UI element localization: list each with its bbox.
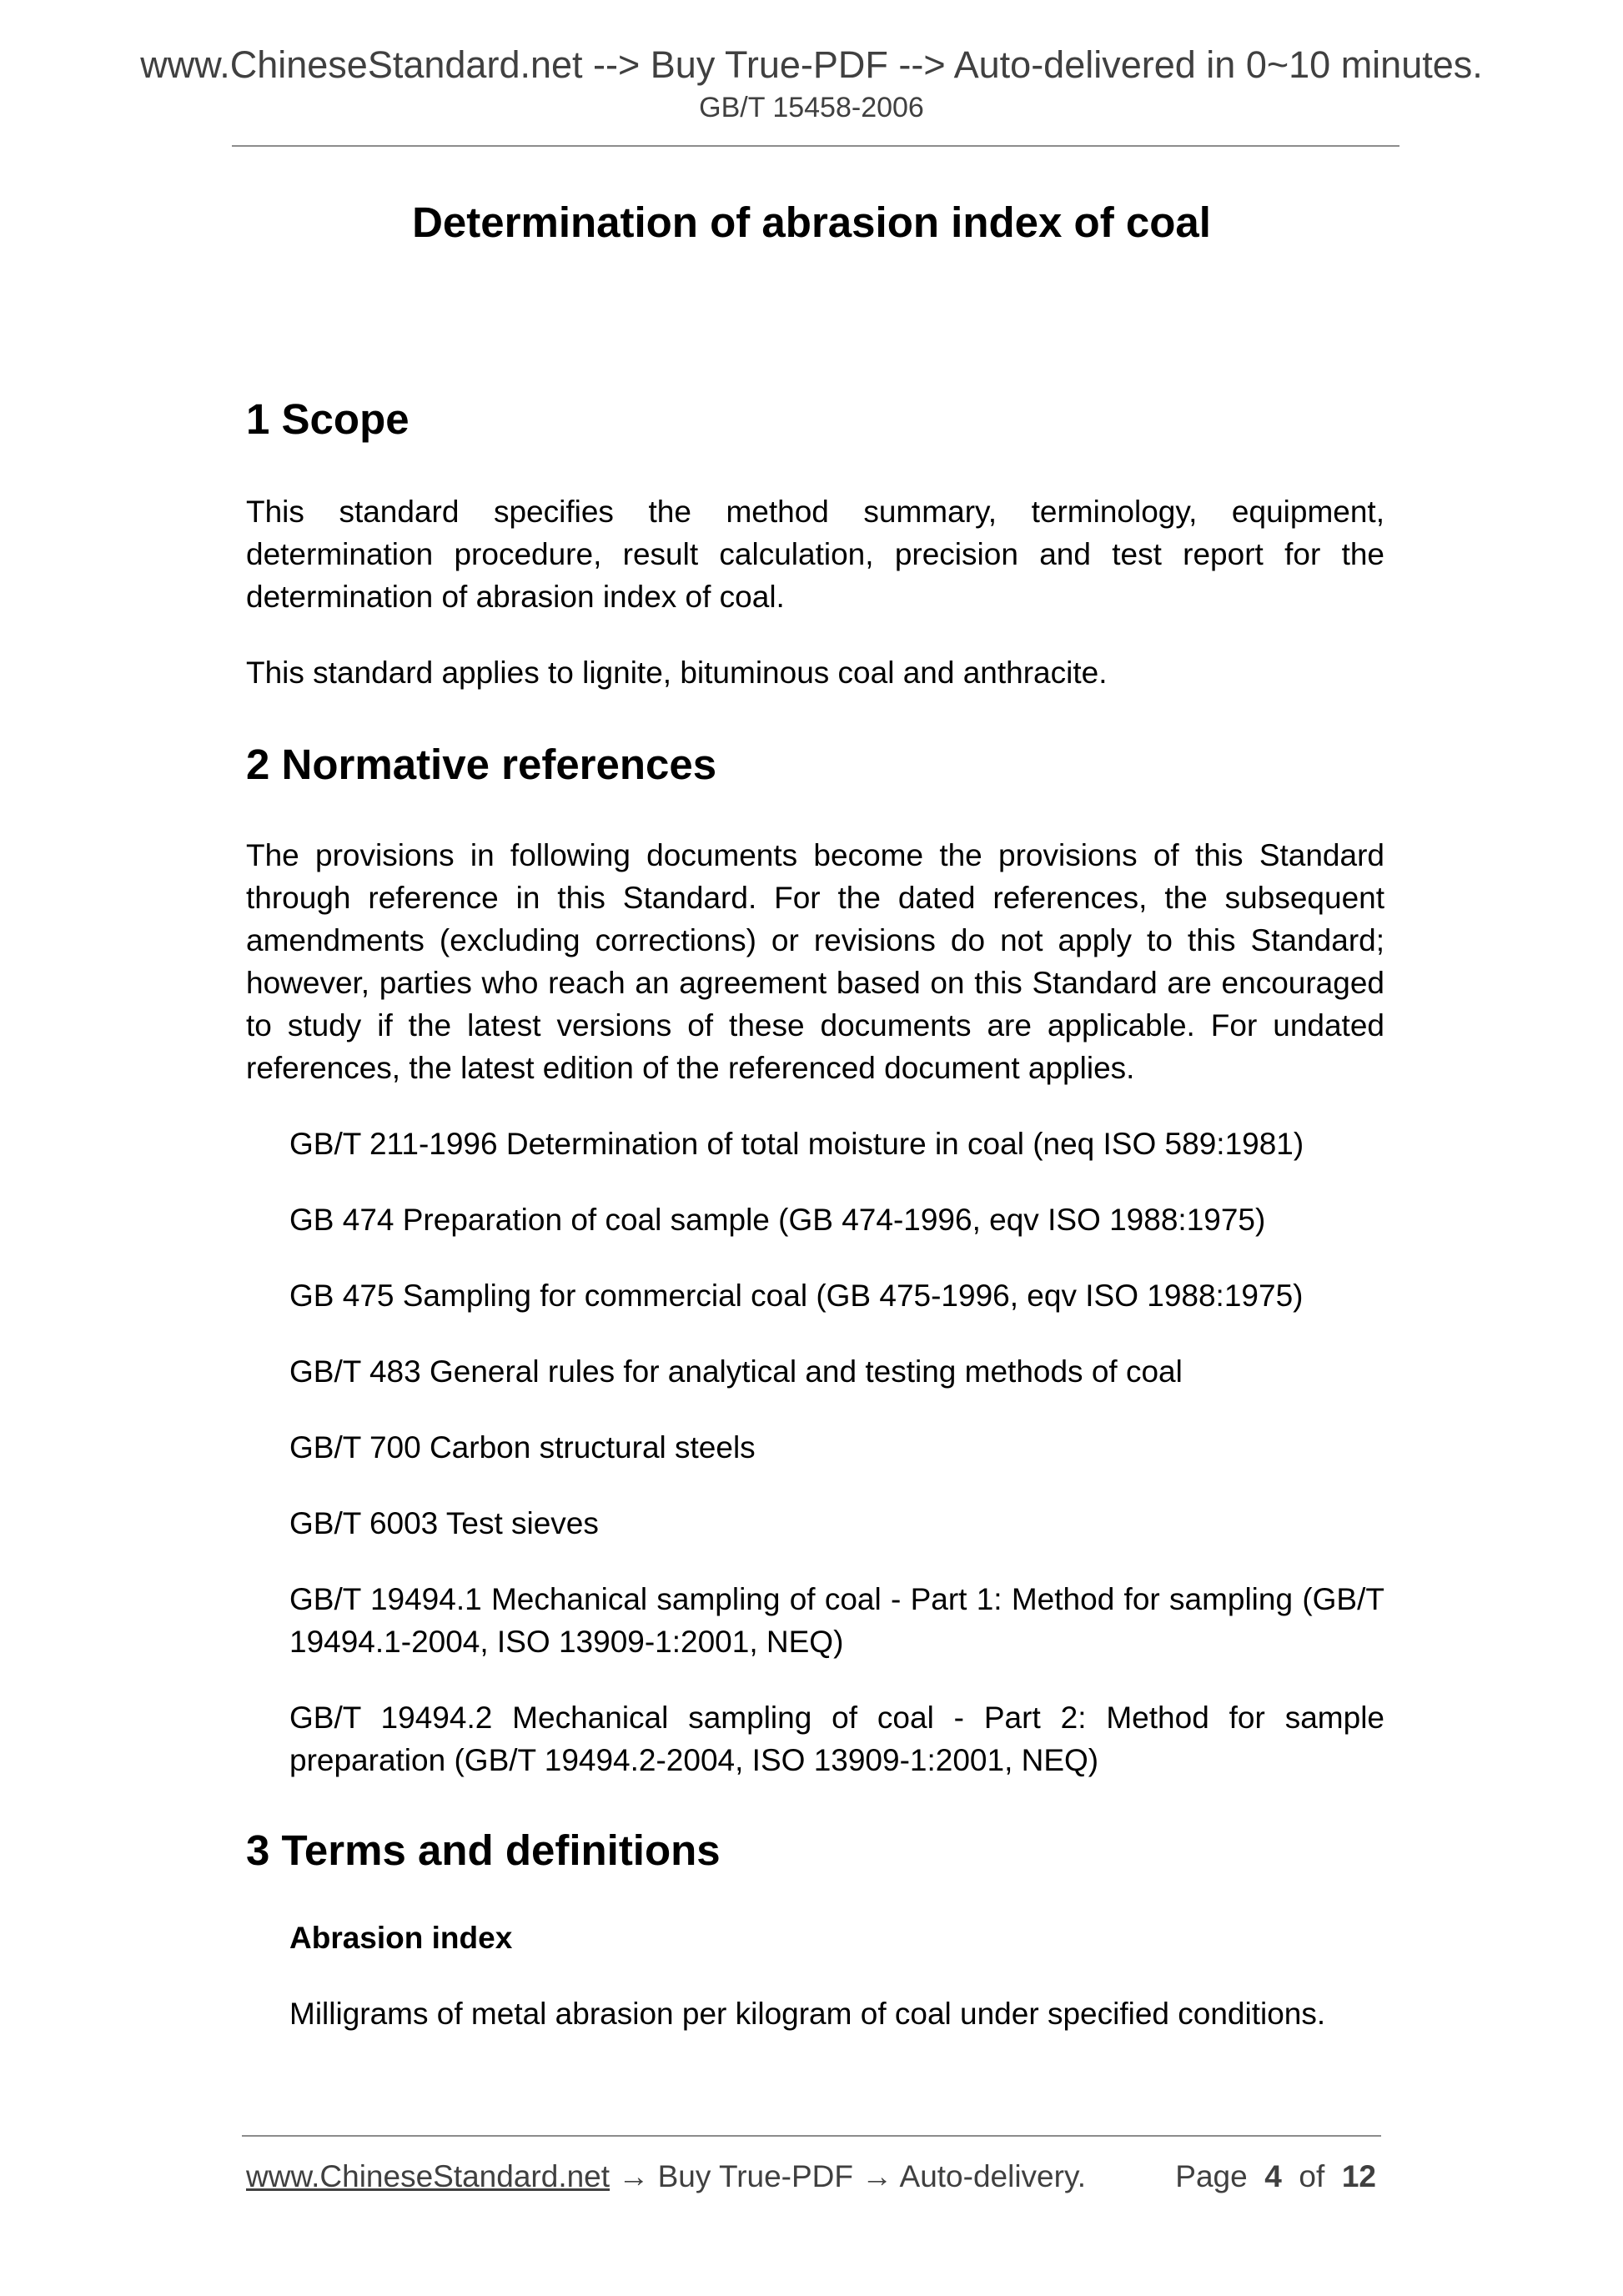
reference-item: GB/T 211-1996 Determination of total moisture in coal (neq ISO 589:1981) <box>289 1127 1304 1161</box>
page-footer <box>246 2153 1376 2200</box>
term-definition: Milligrams of metal abrasion per kilogram of coal under specified conditions. <box>289 1997 1326 2031</box>
page-label: Page <box>1175 2159 1248 2193</box>
standard-code: GB/T 15458-2006 <box>699 92 924 123</box>
header-divider <box>232 145 1399 147</box>
scope-paragraph-1: This standard specifies the method summary, terminology, equipment, determination procedure, result calculation, precision and test report for the determination of abrasion index of coal. <box>246 495 1384 614</box>
header-banner: www.ChineseStandard.net --> Buy True-PDF --> Auto-delivered in 0~10 minutes. <box>140 43 1483 86</box>
footer-tagline: → Buy True-PDF → Auto-delivery. <box>610 2159 1086 2193</box>
reference-item: GB/T 6003 Test sieves <box>289 1506 599 1540</box>
document-body <box>246 392 1384 2035</box>
reference-item: GB 475 Sampling for commercial coal (GB 475-1996, eqv ISO 1988:1975) <box>289 1279 1304 1313</box>
of-label: of <box>1299 2159 1325 2193</box>
section-normative-references <box>246 737 1384 1781</box>
reference-item: GB/T 700 Carbon structural steels <box>289 1430 756 1465</box>
reference-item: GB/T 19494.1 Mechanical sampling of coal - Part 1: Method for sampling (GB/T 19494.1-2004, ISO 13909-1:2001, NEQ) <box>289 1582 1384 1659</box>
page-indicator <box>1175 2153 1376 2200</box>
section-heading-terms: 3 Terms and definitions <box>246 1826 721 1874</box>
reference-item: GB/T 19494.2 Mechanical sampling of coal - Part 2: Method for sample preparation (GB/T 19494.2-2004, ISO 13909-1:2001, NEQ) <box>289 1701 1384 1777</box>
total-page-count: 12 <box>1341 2159 1376 2193</box>
term-name: Abrasion index <box>289 1921 513 1955</box>
document-title: Determination of abrasion index of coal <box>412 198 1211 246</box>
footer-site-link[interactable]: www.ChineseStandard.net <box>246 2159 611 2193</box>
references-intro: The provisions in following documents become the provisions of this Standard through reference in this Standard. For the dated references, the subsequent amendments (excluding corrections) or revisions do not apply to this Standard; however, parties who reach an agreement based on this Standard are encouraged to study if the latest versions of these documents are applicable. For undated references, the latest edition of the referenced document applies. <box>246 838 1384 1085</box>
reference-item: GB/T 483 General rules for analytical and testing methods of coal <box>289 1354 1183 1389</box>
reference-item: GB 474 Preparation of coal sample (GB 474-1996, eqv ISO 1988:1975) <box>289 1203 1266 1237</box>
footer-promo <box>246 2153 1086 2200</box>
scope-paragraph-2: This standard applies to lignite, bituminous coal and anthracite. <box>246 656 1108 690</box>
section-scope <box>246 392 1384 694</box>
section-terms-definitions <box>246 1823 1384 2035</box>
section-heading-references: 2 Normative references <box>246 741 717 788</box>
footer-divider <box>242 2135 1381 2137</box>
section-heading-scope: 1 Scope <box>246 395 410 443</box>
current-page-number: 4 <box>1264 2159 1282 2193</box>
